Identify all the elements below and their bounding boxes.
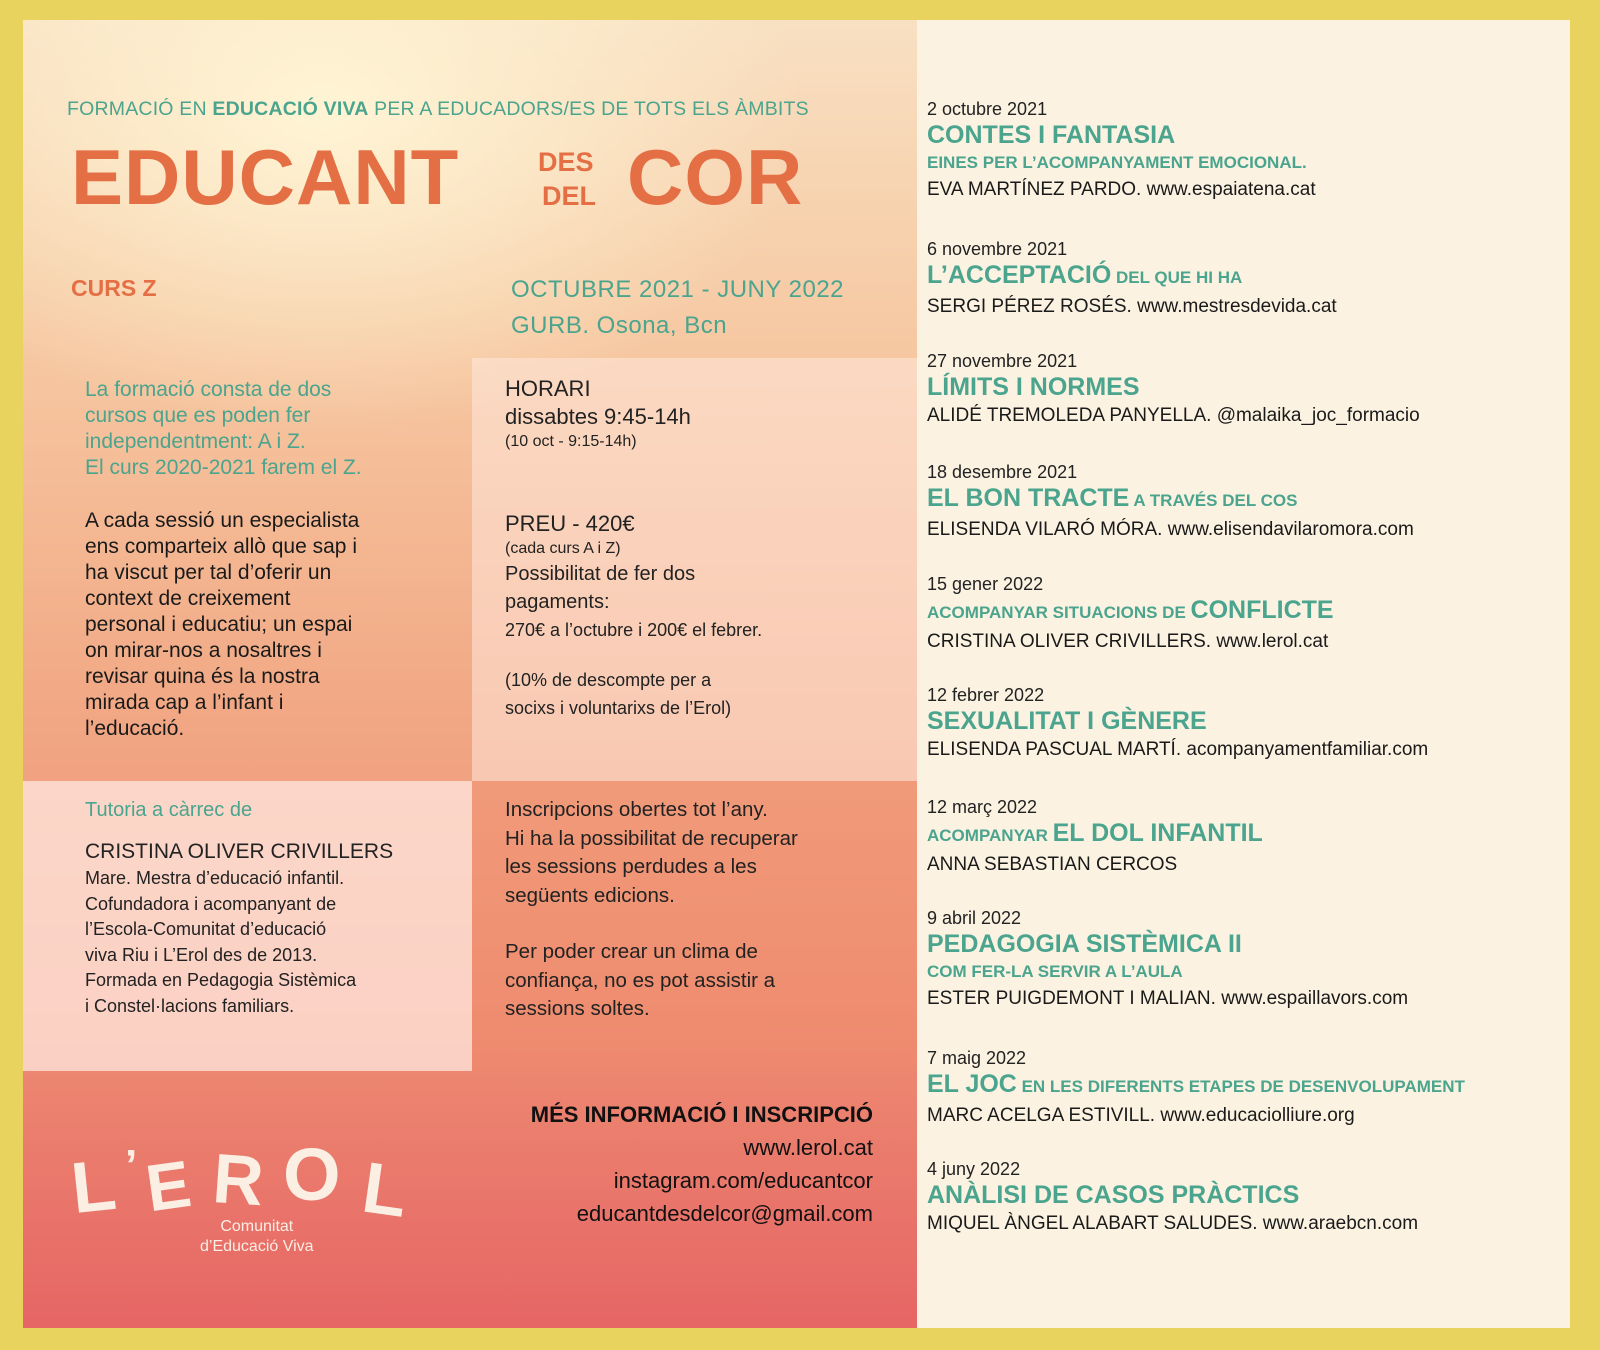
- registration-line: Per poder crear un clima de: [505, 940, 758, 963]
- intro-line: ens comparteix allò que sap i: [85, 535, 357, 558]
- session-date: 12 febrer 2022: [927, 685, 1045, 705]
- registration-line: confiança, no es pot assistir a: [505, 968, 776, 992]
- session-title: SEXUALITAT I GÈNERE: [927, 707, 1207, 735]
- instagram-link[interactable]: instagram.com/educantcor: [613, 1168, 873, 1193]
- session-title: CONTES I FANTASIA: [927, 121, 1176, 149]
- intro-paragraph-1: [85, 377, 445, 481]
- session-item: [927, 461, 1557, 544]
- payment-line: pagaments:: [505, 591, 610, 613]
- session-speaker: CRISTINA OLIVER CRIVILLERS. www.lerol.cat: [927, 631, 1329, 652]
- session-item: [927, 796, 1557, 879]
- email-link[interactable]: educantdesdelcor@gmail.com: [576, 1201, 873, 1226]
- tutor: [85, 796, 445, 1019]
- intro-line: El curs 2020-2021 farem el Z.: [85, 456, 362, 479]
- session-item: [927, 907, 1557, 1013]
- intro-line: ha viscut per tal d’oferir un: [85, 561, 332, 584]
- intro-line: context de creixement: [85, 587, 291, 610]
- title-educant: EDUCANT: [71, 133, 460, 221]
- logo-caption: [200, 1217, 314, 1257]
- intro-line: cursos que es poden fer: [85, 404, 311, 427]
- price-note: (cada curs A i Z): [505, 540, 621, 557]
- session-item: [927, 1047, 1557, 1130]
- tutor-bio-line: i Constel·lacions familiars.: [85, 995, 295, 1016]
- session-date: 2 octubre 2021: [927, 99, 1048, 119]
- more-info: [531, 1098, 873, 1230]
- registration-line: següents edicions.: [505, 883, 675, 907]
- session-title: EL BON TRACTE A TRAVÉS DEL COS: [927, 484, 1298, 512]
- logo-caption-line: Comunitat: [220, 1218, 294, 1235]
- dates-line: OCTUBRE 2021 - JUNY 2022: [511, 276, 845, 303]
- session-speaker: ELISENDA PASCUAL MARTÍ. acompanyamentfamiliar.com: [927, 739, 1429, 760]
- tutor-bio-line: Mare. Mestra d’educació infantil.: [85, 868, 345, 888]
- svg-text:L: L: [357, 1147, 413, 1233]
- schedule-label: HORARI: [505, 376, 591, 401]
- session-item: [927, 684, 1557, 764]
- poster-left: [23, 20, 917, 1328]
- session-speaker: ALIDÉ TREMOLEDA PANYELLA. @malaika_joc_formacio: [927, 405, 1420, 426]
- svg-text:’: ’: [125, 1141, 138, 1190]
- session-title: LÍMITS I NORMES: [927, 373, 1140, 401]
- registration-line: les sessions perdudes a les: [505, 855, 757, 878]
- session-item: [927, 1158, 1557, 1238]
- intro-paragraph-2: [85, 508, 445, 742]
- registration-info: [505, 796, 885, 1024]
- price: [505, 510, 865, 722]
- registration-line: sessions soltes.: [505, 997, 650, 1020]
- intro-line: independentment: A i Z.: [85, 430, 306, 453]
- payment-line: 270€ a l’octubre i 200€ el febrer.: [505, 620, 763, 640]
- header-subtitle: FORMACIÓ EN EDUCACIÓ VIVA PER A EDUCADORS/ES DE TOTS ELS ÀMBITS: [67, 98, 809, 120]
- intro-line: on mirar-nos a nosaltres i: [85, 639, 322, 662]
- intro-line: revisar quina és la nostra: [85, 665, 320, 688]
- session-speaker: EVA MARTÍNEZ PARDO. www.espaiatena.cat: [927, 179, 1316, 200]
- session-subtitle: EINES PER L’ACOMPANYAMENT EMOCIONAL.: [927, 153, 1307, 172]
- session-item: [927, 573, 1557, 656]
- session-date: 27 novembre 2021: [927, 351, 1078, 371]
- lerol-logo: [67, 1130, 433, 1233]
- intro-line: personal i educatiu; un espai: [85, 613, 353, 636]
- svg-text:R: R: [210, 1139, 267, 1221]
- session-speaker: MARC ACELGA ESTIVILL. www.educaciolliure.org: [927, 1105, 1355, 1126]
- discount-line: (10% de descompte per a: [505, 670, 712, 690]
- tutor-bio-line: Formada en Pedagogia Sistèmica: [85, 970, 357, 990]
- session-title: L’ACCEPTACIÓ DEL QUE HI HA: [927, 261, 1243, 289]
- svg-text:E: E: [141, 1145, 196, 1226]
- session-date: 9 abril 2022: [927, 908, 1022, 928]
- logo-caption-line: d’Educació Viva: [200, 1238, 314, 1255]
- session-speaker: MIQUEL ÀNGEL ALABART SALUDES. www.araebcn.com: [927, 1213, 1419, 1234]
- tutor-bio-line: l’Escola-Comunitat d’educació: [85, 919, 327, 939]
- more-info-heading: MÉS INFORMACIÓ I INSCRIPCIÓ: [530, 1102, 873, 1127]
- intro-line: La formació consta de dos: [85, 378, 332, 401]
- schedule: [505, 375, 691, 453]
- session-title: ANÀLISI DE CASOS PRÀCTICS: [927, 1181, 1300, 1209]
- title-des: DES: [538, 147, 594, 177]
- session-speaker: SERGI PÉREZ ROSÉS. www.mestresdevida.cat: [927, 296, 1337, 317]
- schedule-value: dissabtes 9:45-14h: [505, 404, 691, 429]
- discount-line: socixs i voluntarixs de l’Erol): [505, 698, 732, 718]
- tutor-name: CRISTINA OLIVER CRIVILLERS: [85, 840, 394, 863]
- tutor-bio-line: viva Riu i L’Erol des de 2013.: [85, 944, 318, 965]
- session-title: PEDAGOGIA SISTÈMICA II: [927, 930, 1242, 958]
- tutor-bio-line: Cofundadora i acompanyant de: [85, 893, 337, 914]
- sessions-panel: [917, 20, 1570, 1328]
- registration-line: Hi ha la possibilitat de recuperar: [505, 826, 798, 850]
- price-label: PREU - 420€: [505, 511, 635, 536]
- session-date: 4 juny 2022: [927, 1159, 1021, 1179]
- session-date: 7 maig 2022: [927, 1048, 1027, 1068]
- website-link[interactable]: www.lerol.cat: [743, 1135, 873, 1160]
- session-speaker: ELISENDA VILARÓ MÓRA. www.elisendavilaromora.com: [927, 519, 1414, 540]
- payment-line: Possibilitat de fer dos: [505, 563, 696, 585]
- schedule-note: (10 oct - 9:15-14h): [505, 433, 637, 450]
- title-del: DEL: [542, 181, 596, 211]
- svg-text:O: O: [283, 1133, 341, 1216]
- session-date: 18 desembre 2021: [927, 462, 1078, 482]
- session-speaker: ANNA SEBASTIAN CERCOS: [927, 854, 1178, 875]
- session-date: 6 novembre 2021: [927, 239, 1068, 259]
- session-date: 12 març 2022: [927, 797, 1038, 817]
- session-subtitle: COM FER-LA SERVIR A L’AULA: [927, 962, 1183, 981]
- svg-text:L: L: [67, 1144, 120, 1229]
- registration-line: Inscripcions obertes tot l’any.: [505, 798, 768, 821]
- session-item: [927, 350, 1557, 430]
- session-title: ACOMPANYAR SITUACIONS DE CONFLICTE: [927, 596, 1334, 624]
- title-cor: COR: [627, 133, 804, 221]
- intro-line: mirada cap a l’infant i: [85, 691, 284, 714]
- session-title: EL JOC EN LES DIFERENTS ETAPES DE DESENVOLUPAMENT: [927, 1070, 1465, 1098]
- session-title: ACOMPANYAR EL DOL INFANTIL: [927, 819, 1263, 847]
- session-item: [927, 238, 1557, 321]
- course-dates: [511, 272, 844, 344]
- location-line: GURB. Osona, Bcn: [511, 312, 728, 339]
- session-date: 15 gener 2022: [927, 574, 1044, 594]
- intro-line: A cada sessió un especialista: [85, 509, 360, 532]
- session-speaker: ESTER PUIGDEMONT I MALIAN. www.espaillavors.com: [927, 988, 1409, 1009]
- intro-line: l’educació.: [85, 717, 185, 740]
- tutor-heading: Tutoria a càrrec de: [85, 799, 253, 821]
- course-label: CURS Z: [71, 275, 157, 301]
- session-item: [927, 98, 1557, 204]
